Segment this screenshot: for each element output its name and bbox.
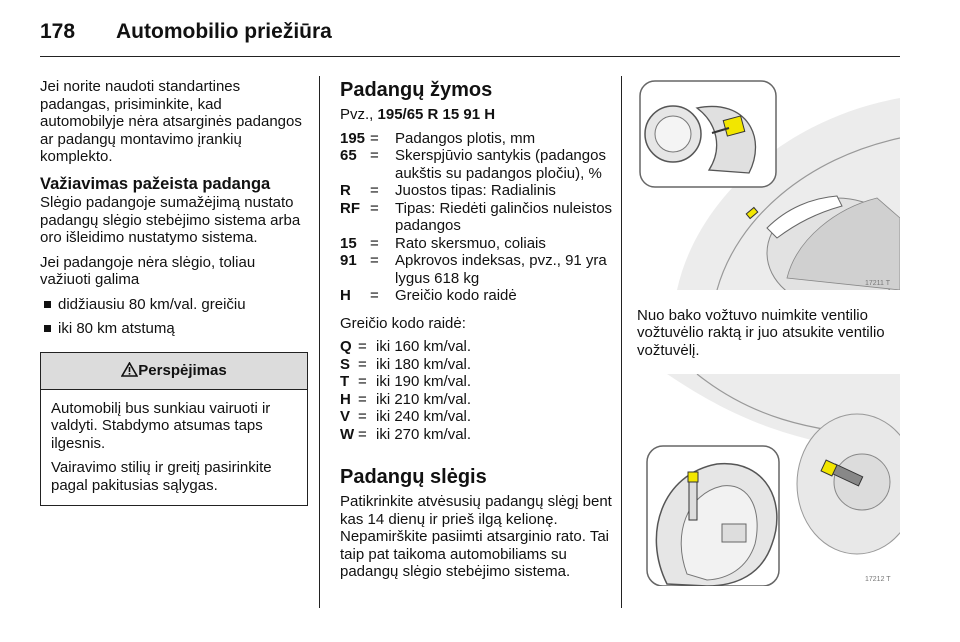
speed-value: iki 270 km/val. xyxy=(376,425,472,443)
pressure-paragraph: Patikrinkite atvėsusių padangų slėgį bent kas 14 dienų ir prieš ilgą kelionę. Nepamirškite pasiimti atsarginio rato. Tai taip pat taikoma automobiliams su padangų slėgio stebėjimo sistema. xyxy=(340,493,612,580)
speed-value: iki 180 km/val. xyxy=(376,355,472,373)
definition-row xyxy=(340,252,615,287)
speed-value: iki 210 km/val. xyxy=(376,390,472,408)
equals-sign: = xyxy=(370,287,379,304)
heading-tire-pressure: Padangų slėgis xyxy=(340,466,487,488)
column-divider-2 xyxy=(621,76,622,608)
speed-key: V xyxy=(340,408,351,425)
definition-key: R xyxy=(340,182,351,199)
definition-value: Juostos tipas: Radialinis xyxy=(395,182,556,199)
definition-row xyxy=(340,287,615,305)
column-divider-1 xyxy=(319,76,320,608)
bullet-item: iki 80 km atstumą xyxy=(40,320,308,338)
definition-key: 65 xyxy=(340,147,357,164)
definition-key: 91 xyxy=(340,252,357,269)
page-number: 178 xyxy=(40,20,76,43)
equals-sign: = xyxy=(370,252,379,269)
speed-row xyxy=(340,391,615,409)
subheading-flat-tire: Važiavimas pažeista padanga xyxy=(40,174,271,193)
figure-caption: Nuo bako vožtuvo nuimkite ventilio vožtuvėlio raktą ir juo atsukite ventilio vožtuvėlį. xyxy=(637,306,885,359)
definition-row xyxy=(340,130,615,148)
heading-tire-markings: Padangų žymos xyxy=(340,79,493,101)
speed-value: iki 190 km/val. xyxy=(376,373,472,390)
definition-key: RF xyxy=(340,199,360,217)
valve-core-unscrew-illustration xyxy=(637,374,900,586)
header-rule xyxy=(40,56,900,57)
warning-paragraph: Automobilį bus sunkiau vairuoti ir valdyti. Stabdymo atsumas taps ilgesnis. xyxy=(51,399,271,452)
example-code: 195/65 R 15 91 H xyxy=(377,106,496,123)
warning-title: Perspėjimas xyxy=(138,361,227,379)
equals-sign: = xyxy=(370,129,379,147)
speed-key: S xyxy=(340,355,351,373)
equals-sign: = xyxy=(358,338,367,355)
column-left xyxy=(40,78,308,506)
definition-value: Rato skersmuo, coliais xyxy=(395,234,546,252)
definition-value: Padangos plotis, mm xyxy=(395,129,536,147)
figure-code: 17212 T xyxy=(865,576,891,583)
warning-body xyxy=(41,390,307,506)
definition-list xyxy=(340,130,615,305)
equals-sign: = xyxy=(370,147,379,164)
speed-row xyxy=(340,426,615,444)
intro-paragraph: Jei norite naudoti standartines padangas, prisiminkite, kad automobilyje nėra atsarginės padangos ar padangų montavimo įrankių komplekto. xyxy=(40,78,302,165)
pressure-loss-paragraph: Slėgio padangoje sumažėjimą nustato padangų slėgio stebėjimo sistema arba oro išleidimo nustatymo sistema. xyxy=(40,194,301,246)
page-title: Automobilio priežiūra xyxy=(116,20,332,43)
definition-key: 195 xyxy=(340,129,366,147)
speed-key: W xyxy=(340,425,355,443)
speed-row xyxy=(340,338,615,356)
equals-sign: = xyxy=(358,408,367,425)
bullet-item: didžiausiu 80 km/val. greičiu xyxy=(40,296,308,314)
speed-value: iki 160 km/val. xyxy=(376,338,472,355)
warning-box xyxy=(40,352,308,507)
speed-row xyxy=(340,356,615,374)
speed-code-list xyxy=(340,338,615,443)
definition-value: Apkrovos indeksas, pvz., 91 yra lygus 618 kg xyxy=(395,252,607,287)
definition-key: 15 xyxy=(340,234,357,252)
definition-value: Greičio kodo raidė xyxy=(395,287,517,304)
warning-triangle-icon xyxy=(121,362,138,377)
equals-sign: = xyxy=(358,425,367,443)
figure-code: 17211 T xyxy=(865,280,891,287)
definition-row xyxy=(340,182,615,200)
continue-driving-paragraph: Jei padangoje nėra slėgio, toliau važiuoti galima xyxy=(40,253,256,288)
definition-value: Tipas: Riedėti galinčios nuleistos padangos xyxy=(395,199,613,234)
speed-value: iki 240 km/val. xyxy=(376,408,472,425)
column-middle xyxy=(340,78,615,588)
warning-paragraph: Vairavimo stilių ir greitį pasirinkite pagal pakitusias sąlygas. xyxy=(51,459,272,494)
equals-sign: = xyxy=(370,182,379,199)
definition-row xyxy=(340,235,615,253)
equals-sign: = xyxy=(370,234,379,252)
equals-sign: = xyxy=(358,373,367,390)
speed-row xyxy=(340,373,615,391)
speed-key: Q xyxy=(340,338,352,355)
example-prefix: Pvz., xyxy=(340,106,378,123)
equals-sign: = xyxy=(358,355,367,373)
speed-key: T xyxy=(340,373,350,390)
speed-row xyxy=(340,408,615,426)
column-right xyxy=(637,78,907,591)
warning-header xyxy=(41,353,307,390)
equals-sign: = xyxy=(358,390,367,408)
definition-row xyxy=(340,200,615,235)
valve-key-removal-illustration xyxy=(637,78,900,290)
equals-sign: = xyxy=(370,199,379,217)
speed-key: H xyxy=(340,390,351,408)
page-header xyxy=(40,20,332,44)
example-line xyxy=(340,106,615,124)
definition-value: Skerspjūvio santykis (padangos aukštis su padangos pločiu), % xyxy=(395,147,606,182)
speed-code-intro: Greičio kodo raidė: xyxy=(340,314,466,332)
definition-row xyxy=(340,147,615,182)
definition-key: H xyxy=(340,287,351,304)
